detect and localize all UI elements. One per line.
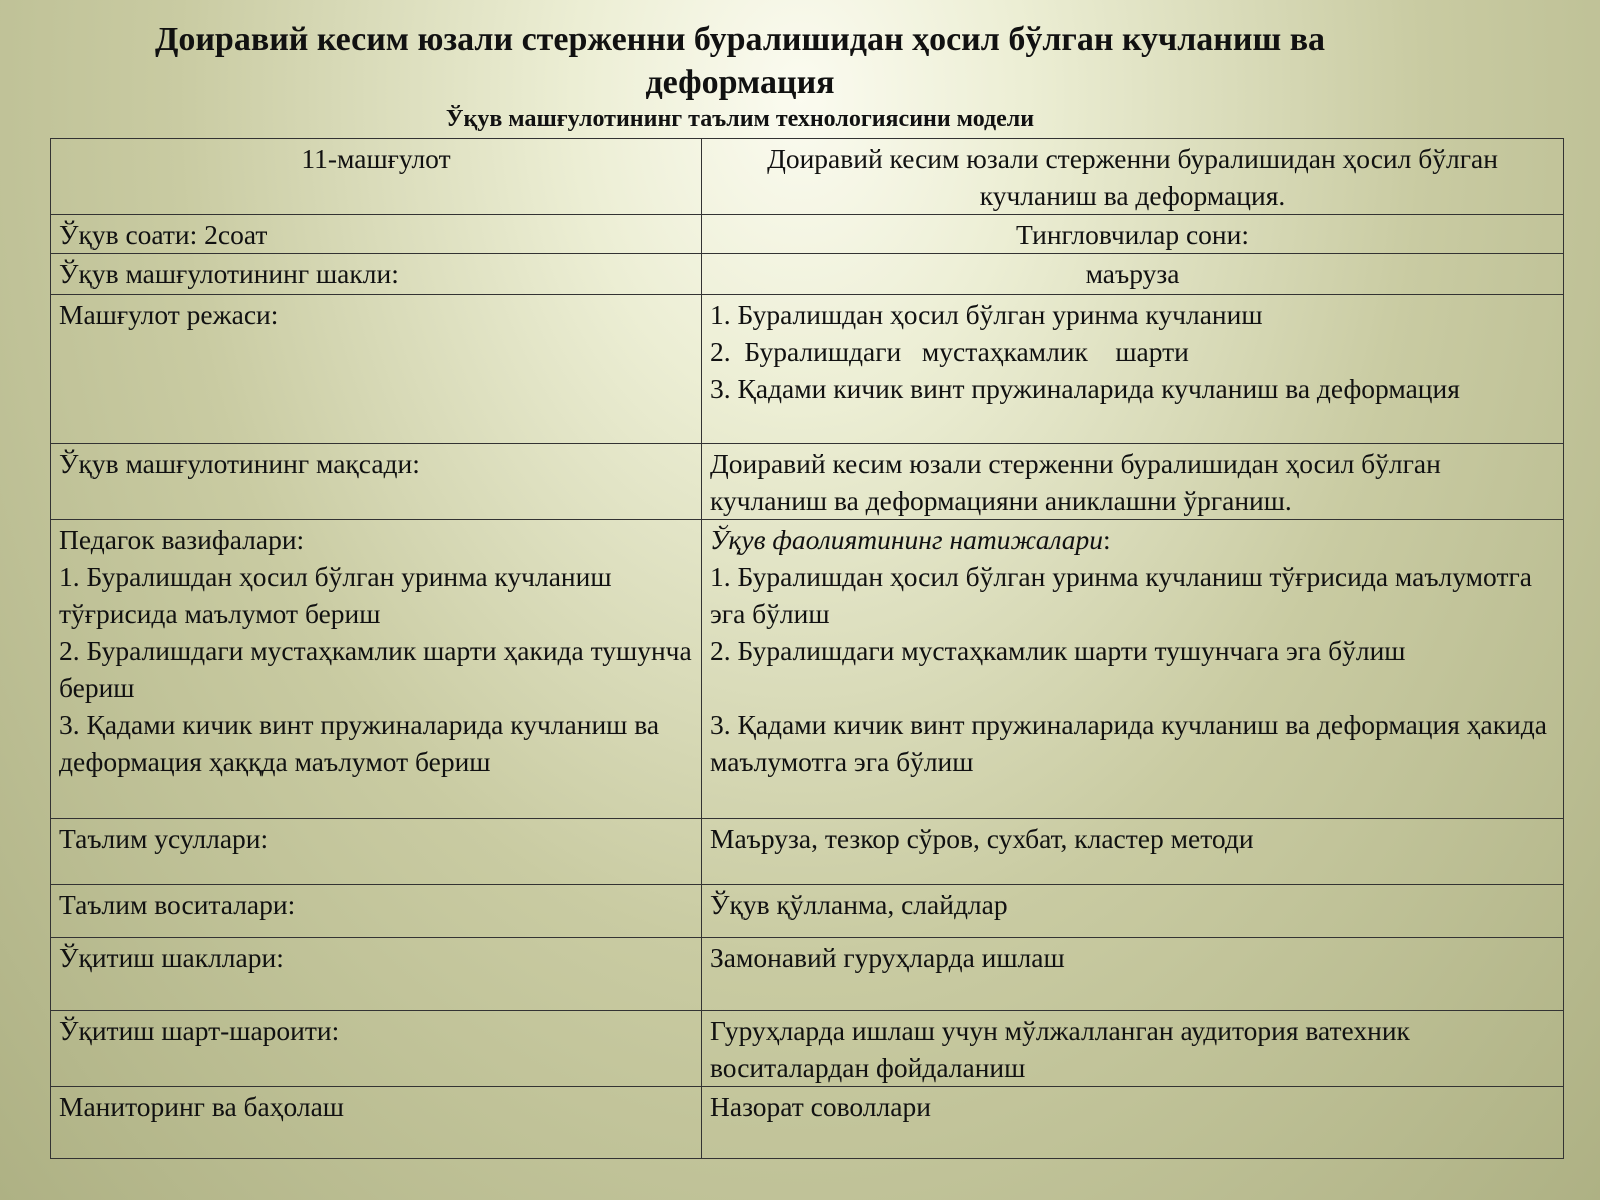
methods-value-cell: Маъруза, тезкор сўров, сухбат, кластер методи bbox=[702, 819, 1564, 885]
conditions-value-cell: Гуруҳларда ишлаш учун мўлжалланган аудитория ватехник воситалардан фойдаланиш bbox=[702, 1011, 1564, 1087]
list-item: 1. Буралишдан ҳосил бўлган уринма кучланиш тўғрисида маълумот бериш bbox=[59, 561, 612, 629]
list-item: 1. Буралишдан ҳосил бўлган уринма кучланиш bbox=[710, 299, 1263, 330]
table-row bbox=[51, 938, 1564, 1011]
page-subtitle: Ўқув машғулотининг таълим технологиясини модели bbox=[445, 106, 1035, 132]
table-row bbox=[51, 1087, 1564, 1159]
form-label-cell: Ўқув машғулотининг шакли: bbox=[51, 254, 702, 295]
table-row bbox=[51, 139, 1564, 215]
table-row bbox=[51, 444, 1564, 520]
plan-label-cell: Машғулот режаси: bbox=[51, 295, 702, 444]
tasks-cell bbox=[51, 520, 702, 819]
table-row bbox=[51, 819, 1564, 885]
results-label: Ўқув фаолиятининг натижалари bbox=[710, 524, 1104, 555]
lesson-model-table bbox=[50, 138, 1564, 1159]
monitoring-value-cell: Назорат соволлари bbox=[702, 1087, 1564, 1159]
hours-cell: Ўқув соати: 2соат bbox=[51, 215, 702, 254]
list-item: 2. Буралишдаги мустаҳкамлик шарти тушунчага эга бўлиш bbox=[710, 635, 1406, 666]
goal-label-cell: Ўқув машғулотининг мақсади: bbox=[51, 444, 702, 520]
goal-value-cell: Доиравий кесим юзали стерженни буралишидан ҳосил бўлган кучланиш ва деформацияни аниклашни ўрганиш. bbox=[702, 444, 1564, 520]
list-item: 2. Буралишдаги мустаҳкамлик шарти ҳакида тушунча бериш bbox=[59, 635, 692, 703]
lesson-number-cell: 11-машғулот bbox=[51, 139, 702, 215]
forms-value-cell: Замонавий гуруҳларда ишлаш bbox=[702, 938, 1564, 1011]
plan-items-cell bbox=[702, 295, 1564, 444]
list-item: 2. Буралишдаги мустаҳкамлик шарти bbox=[710, 336, 1189, 367]
blank-line bbox=[710, 669, 1555, 706]
methods-label-cell: Таълим усуллари: bbox=[51, 819, 702, 885]
means-label-cell: Таълим воситалари: bbox=[51, 885, 702, 938]
results-colon: : bbox=[1103, 524, 1111, 555]
conditions-label-cell: Ўқитиш шарт-шароити: bbox=[51, 1011, 702, 1087]
table-row bbox=[51, 295, 1564, 444]
list-item: 3. Қадами кичик винт пружиналарида кучланиш ва деформация ҳаққда маълумот бериш bbox=[59, 709, 660, 777]
table-row bbox=[51, 885, 1564, 938]
list-item: 3. Қадами кичик винт пружиналарида кучланиш ва деформация ҳакида маълумотга эга бўлиш bbox=[710, 709, 1547, 777]
results-cell bbox=[702, 520, 1564, 819]
table-row bbox=[51, 520, 1564, 819]
table-row bbox=[51, 215, 1564, 254]
results-heading bbox=[710, 521, 1555, 558]
form-value-cell: маъруза bbox=[702, 254, 1564, 295]
listeners-cell: Тингловчилар сони: bbox=[702, 215, 1564, 254]
tasks-label: Педагок вазифалари: bbox=[59, 524, 305, 555]
lesson-topic-cell: Доиравий кесим юзали стерженни буралишидан ҳосил бўлган кучланиш ва деформация. bbox=[702, 139, 1564, 215]
table-row bbox=[51, 254, 1564, 295]
table-row bbox=[51, 1011, 1564, 1087]
list-item: 1. Буралишдан ҳосил бўлган уринма кучланиш тўғрисида маълумотга эга бўлиш bbox=[710, 561, 1532, 629]
list-item: 3. Қадами кичик винт пружиналарида кучланиш ва деформация bbox=[710, 373, 1460, 404]
forms-label-cell: Ўқитиш шакллари: bbox=[51, 938, 702, 1011]
monitoring-label-cell: Маниторинг ва баҳолаш bbox=[51, 1087, 702, 1159]
means-value-cell: Ўқув қўлланма, слайдлар bbox=[702, 885, 1564, 938]
page-title: Доиравий кесим юзали стерженни буралишидан ҳосил бўлган кучланиш ва деформация bbox=[154, 21, 1326, 101]
